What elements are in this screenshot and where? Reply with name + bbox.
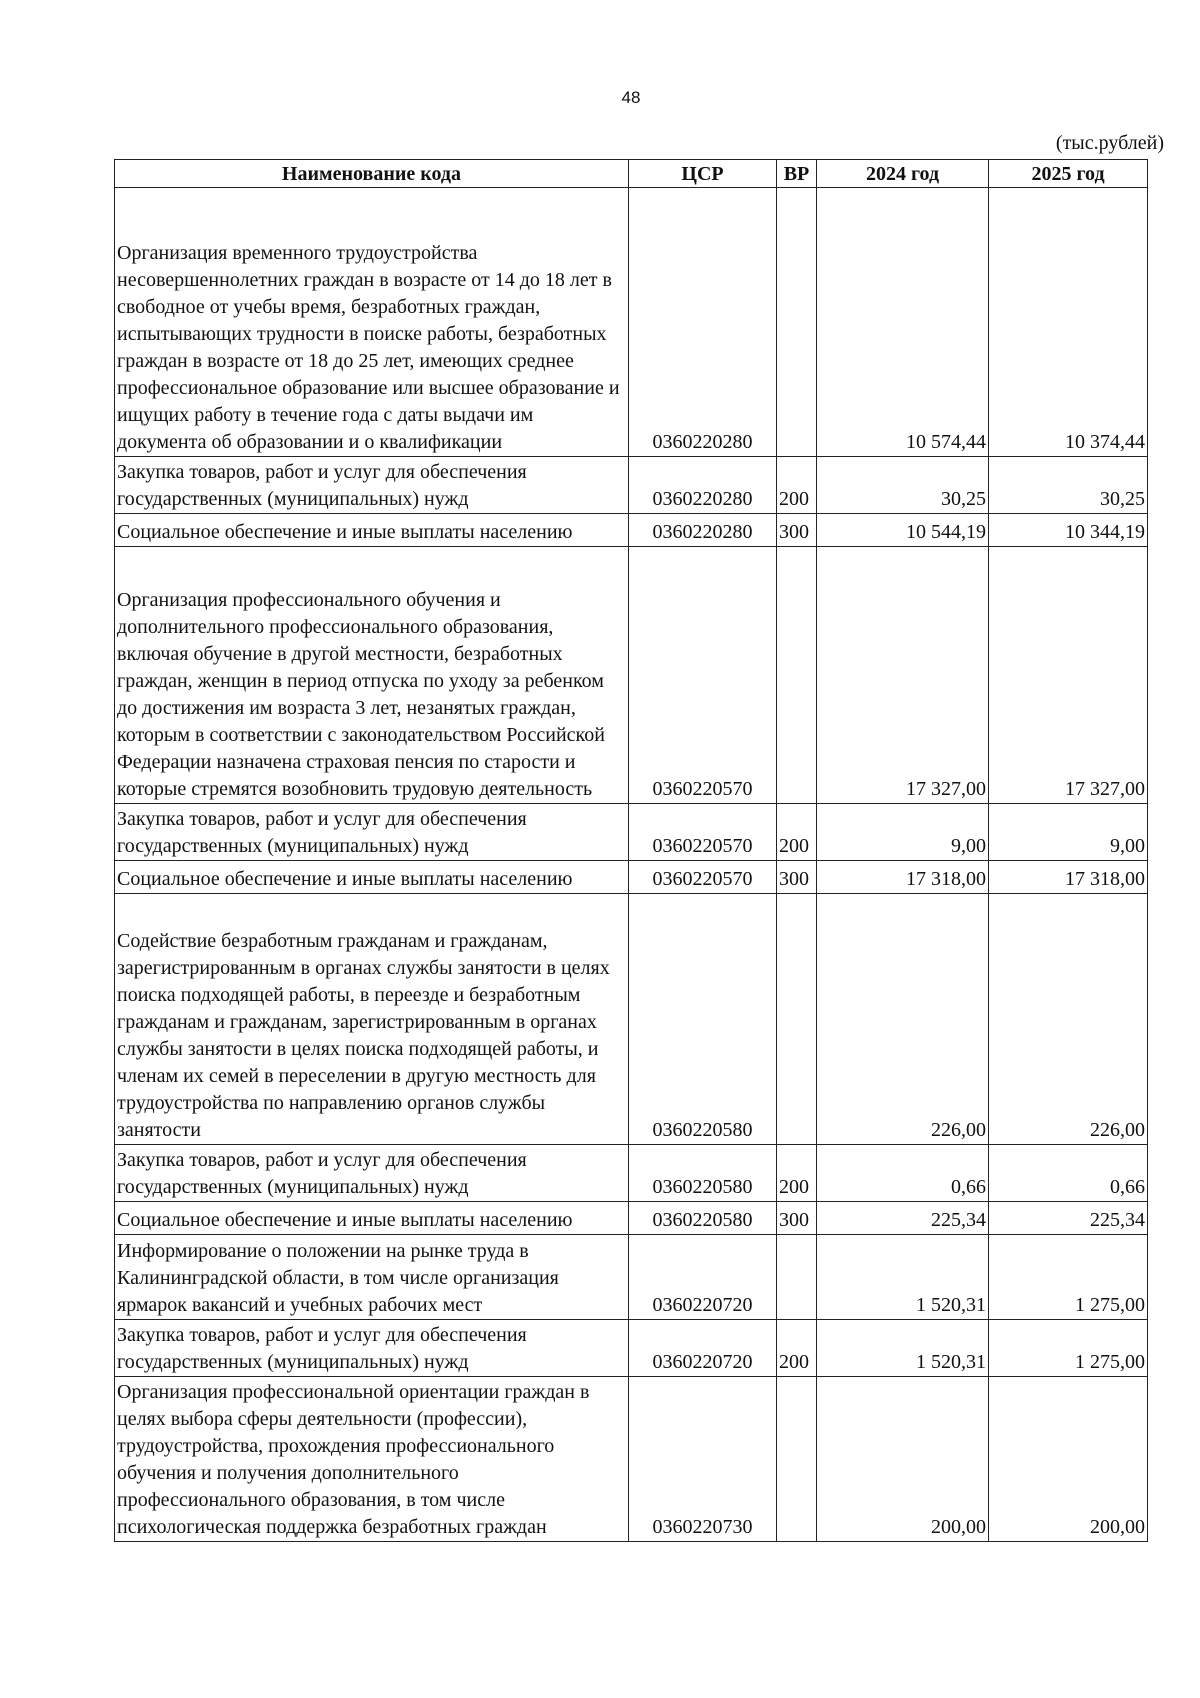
cell-vr: 200: [777, 804, 817, 861]
cell-2024: 225,34: [817, 1202, 989, 1235]
table-row: [115, 457, 1148, 514]
header-csr: ЦСР: [629, 160, 777, 188]
cell-2025: 1 275,00: [989, 1235, 1148, 1320]
cell-csr: 0360220570: [629, 861, 777, 894]
cell-vr: [777, 1377, 817, 1542]
page-number: 48: [621, 88, 641, 107]
cell-2024: 226,00: [817, 894, 989, 1145]
cell-name: Содействие безработным гражданам и гражданам, зарегистрированным в органах службы занятости в целях поиска подходящей работы, в переезде и безработным гражданам и гражданам, зарегистрированным в органах службы занятости в целях поиска подходящей работы, и членам их семей в переселении в другую местность для трудоустройства по направлению органов службы занятости: [115, 894, 629, 1145]
cell-vr: 200: [777, 1320, 817, 1377]
cell-vr: 300: [777, 861, 817, 894]
cell-2024: 1 520,31: [817, 1235, 989, 1320]
cell-name: Организация профессионального обучения и дополнительного профессионального образования, включая обучение в другой местности, безработных граждан, женщин в период отпуска по уходу за ребенком до достижения им возраста 3 лет, незанятых граждан, которым в соответствии с законодательством Российской Федерации назначена страховая пенсия по старости и которые стремятся возобновить трудовую деятельность: [115, 547, 629, 804]
cell-2024: 17 318,00: [817, 861, 989, 894]
cell-vr: 200: [777, 457, 817, 514]
header-2025: 2025 год: [989, 160, 1148, 188]
cell-2024: 10 574,44: [817, 188, 989, 457]
cell-csr: 0360220580: [629, 1202, 777, 1235]
table-row: [115, 188, 1148, 457]
cell-vr: 300: [777, 514, 817, 547]
header-name: Наименование кода: [115, 160, 629, 188]
cell-2025: 10 374,44: [989, 188, 1148, 457]
cell-csr: 0360220730: [629, 1377, 777, 1542]
cell-name: Социальное обеспечение и иные выплаты населению: [115, 861, 629, 894]
cell-csr: 0360220280: [629, 457, 777, 514]
cell-name: Организация временного трудоустройства несовершеннолетних граждан в возрасте от 14 до 18 лет в свободное от учебы время, безработных граждан, испытывающих трудности в поиске работы, безработных граждан в возрасте от 18 до 25 лет, имеющих среднее профессиональное образование или высшее образование и ищущих работу в течение года с даты выдачи им документа об образовании и о квалификации: [115, 188, 629, 457]
table-row: [115, 1235, 1148, 1320]
cell-2025: 0,66: [989, 1145, 1148, 1202]
cell-2024: 9,00: [817, 804, 989, 861]
table-row: [115, 547, 1148, 804]
cell-csr: 0360220280: [629, 514, 777, 547]
cell-2025: 200,00: [989, 1377, 1148, 1542]
cell-vr: [777, 1235, 817, 1320]
cell-name: Закупка товаров, работ и услуг для обеспечения государственных (муниципальных) нужд: [115, 804, 629, 861]
table-row: [115, 861, 1148, 894]
cell-csr: 0360220570: [629, 804, 777, 861]
cell-2024: 1 520,31: [817, 1320, 989, 1377]
cell-name: Социальное обеспечение и иные выплаты населению: [115, 1202, 629, 1235]
cell-2025: 17 327,00: [989, 547, 1148, 804]
table-row: [115, 894, 1148, 1145]
cell-2024: 17 327,00: [817, 547, 989, 804]
cell-vr: [777, 547, 817, 804]
table-row: [115, 1202, 1148, 1235]
cell-2024: 200,00: [817, 1377, 989, 1542]
cell-2025: 226,00: [989, 894, 1148, 1145]
table-row: [115, 514, 1148, 547]
table-row: [115, 1377, 1148, 1542]
cell-2025: 9,00: [989, 804, 1148, 861]
cell-csr: 0360220580: [629, 1145, 777, 1202]
cell-2025: 30,25: [989, 457, 1148, 514]
cell-csr: 0360220720: [629, 1235, 777, 1320]
header-2024: 2024 год: [817, 160, 989, 188]
cell-2025: 10 344,19: [989, 514, 1148, 547]
cell-2025: 225,34: [989, 1202, 1148, 1235]
cell-name: Закупка товаров, работ и услуг для обеспечения государственных (муниципальных) нужд: [115, 457, 629, 514]
table-row: [115, 804, 1148, 861]
cell-name: Закупка товаров, работ и услуг для обеспечения государственных (муниципальных) нужд: [115, 1320, 629, 1377]
cell-vr: 300: [777, 1202, 817, 1235]
cell-csr: 0360220280: [629, 188, 777, 457]
cell-vr: [777, 188, 817, 457]
cell-name: Организация профессиональной ориентации граждан в целях выбора сферы деятельности (профессии), трудоустройства, прохождения профессионального обучения и получения дополнительного профессионального образования, в том числе психологическая поддержка безработных граждан: [115, 1377, 629, 1542]
header-vr: ВР: [777, 160, 817, 188]
cell-csr: 0360220570: [629, 547, 777, 804]
cell-2024: 0,66: [817, 1145, 989, 1202]
cell-name: Информирование о положении на рынке труда в Калининградской области, в том числе организация ярмарок вакансий и учебных рабочих мест: [115, 1235, 629, 1320]
units-label: (тыс.рублей): [1055, 132, 1164, 154]
cell-2024: 30,25: [817, 457, 989, 514]
table-row: [115, 1145, 1148, 1202]
cell-vr: 200: [777, 1145, 817, 1202]
cell-vr: [777, 894, 817, 1145]
cell-2025: 17 318,00: [989, 861, 1148, 894]
table-header-row: [115, 160, 1148, 188]
cell-csr: 0360220580: [629, 894, 777, 1145]
cell-name: Социальное обеспечение и иные выплаты населению: [115, 514, 629, 547]
cell-csr: 0360220720: [629, 1320, 777, 1377]
cell-2025: 1 275,00: [989, 1320, 1148, 1377]
budget-table: [114, 159, 1148, 1542]
cell-2024: 10 544,19: [817, 514, 989, 547]
cell-name: Закупка товаров, работ и услуг для обеспечения государственных (муниципальных) нужд: [115, 1145, 629, 1202]
table-row: [115, 1320, 1148, 1377]
